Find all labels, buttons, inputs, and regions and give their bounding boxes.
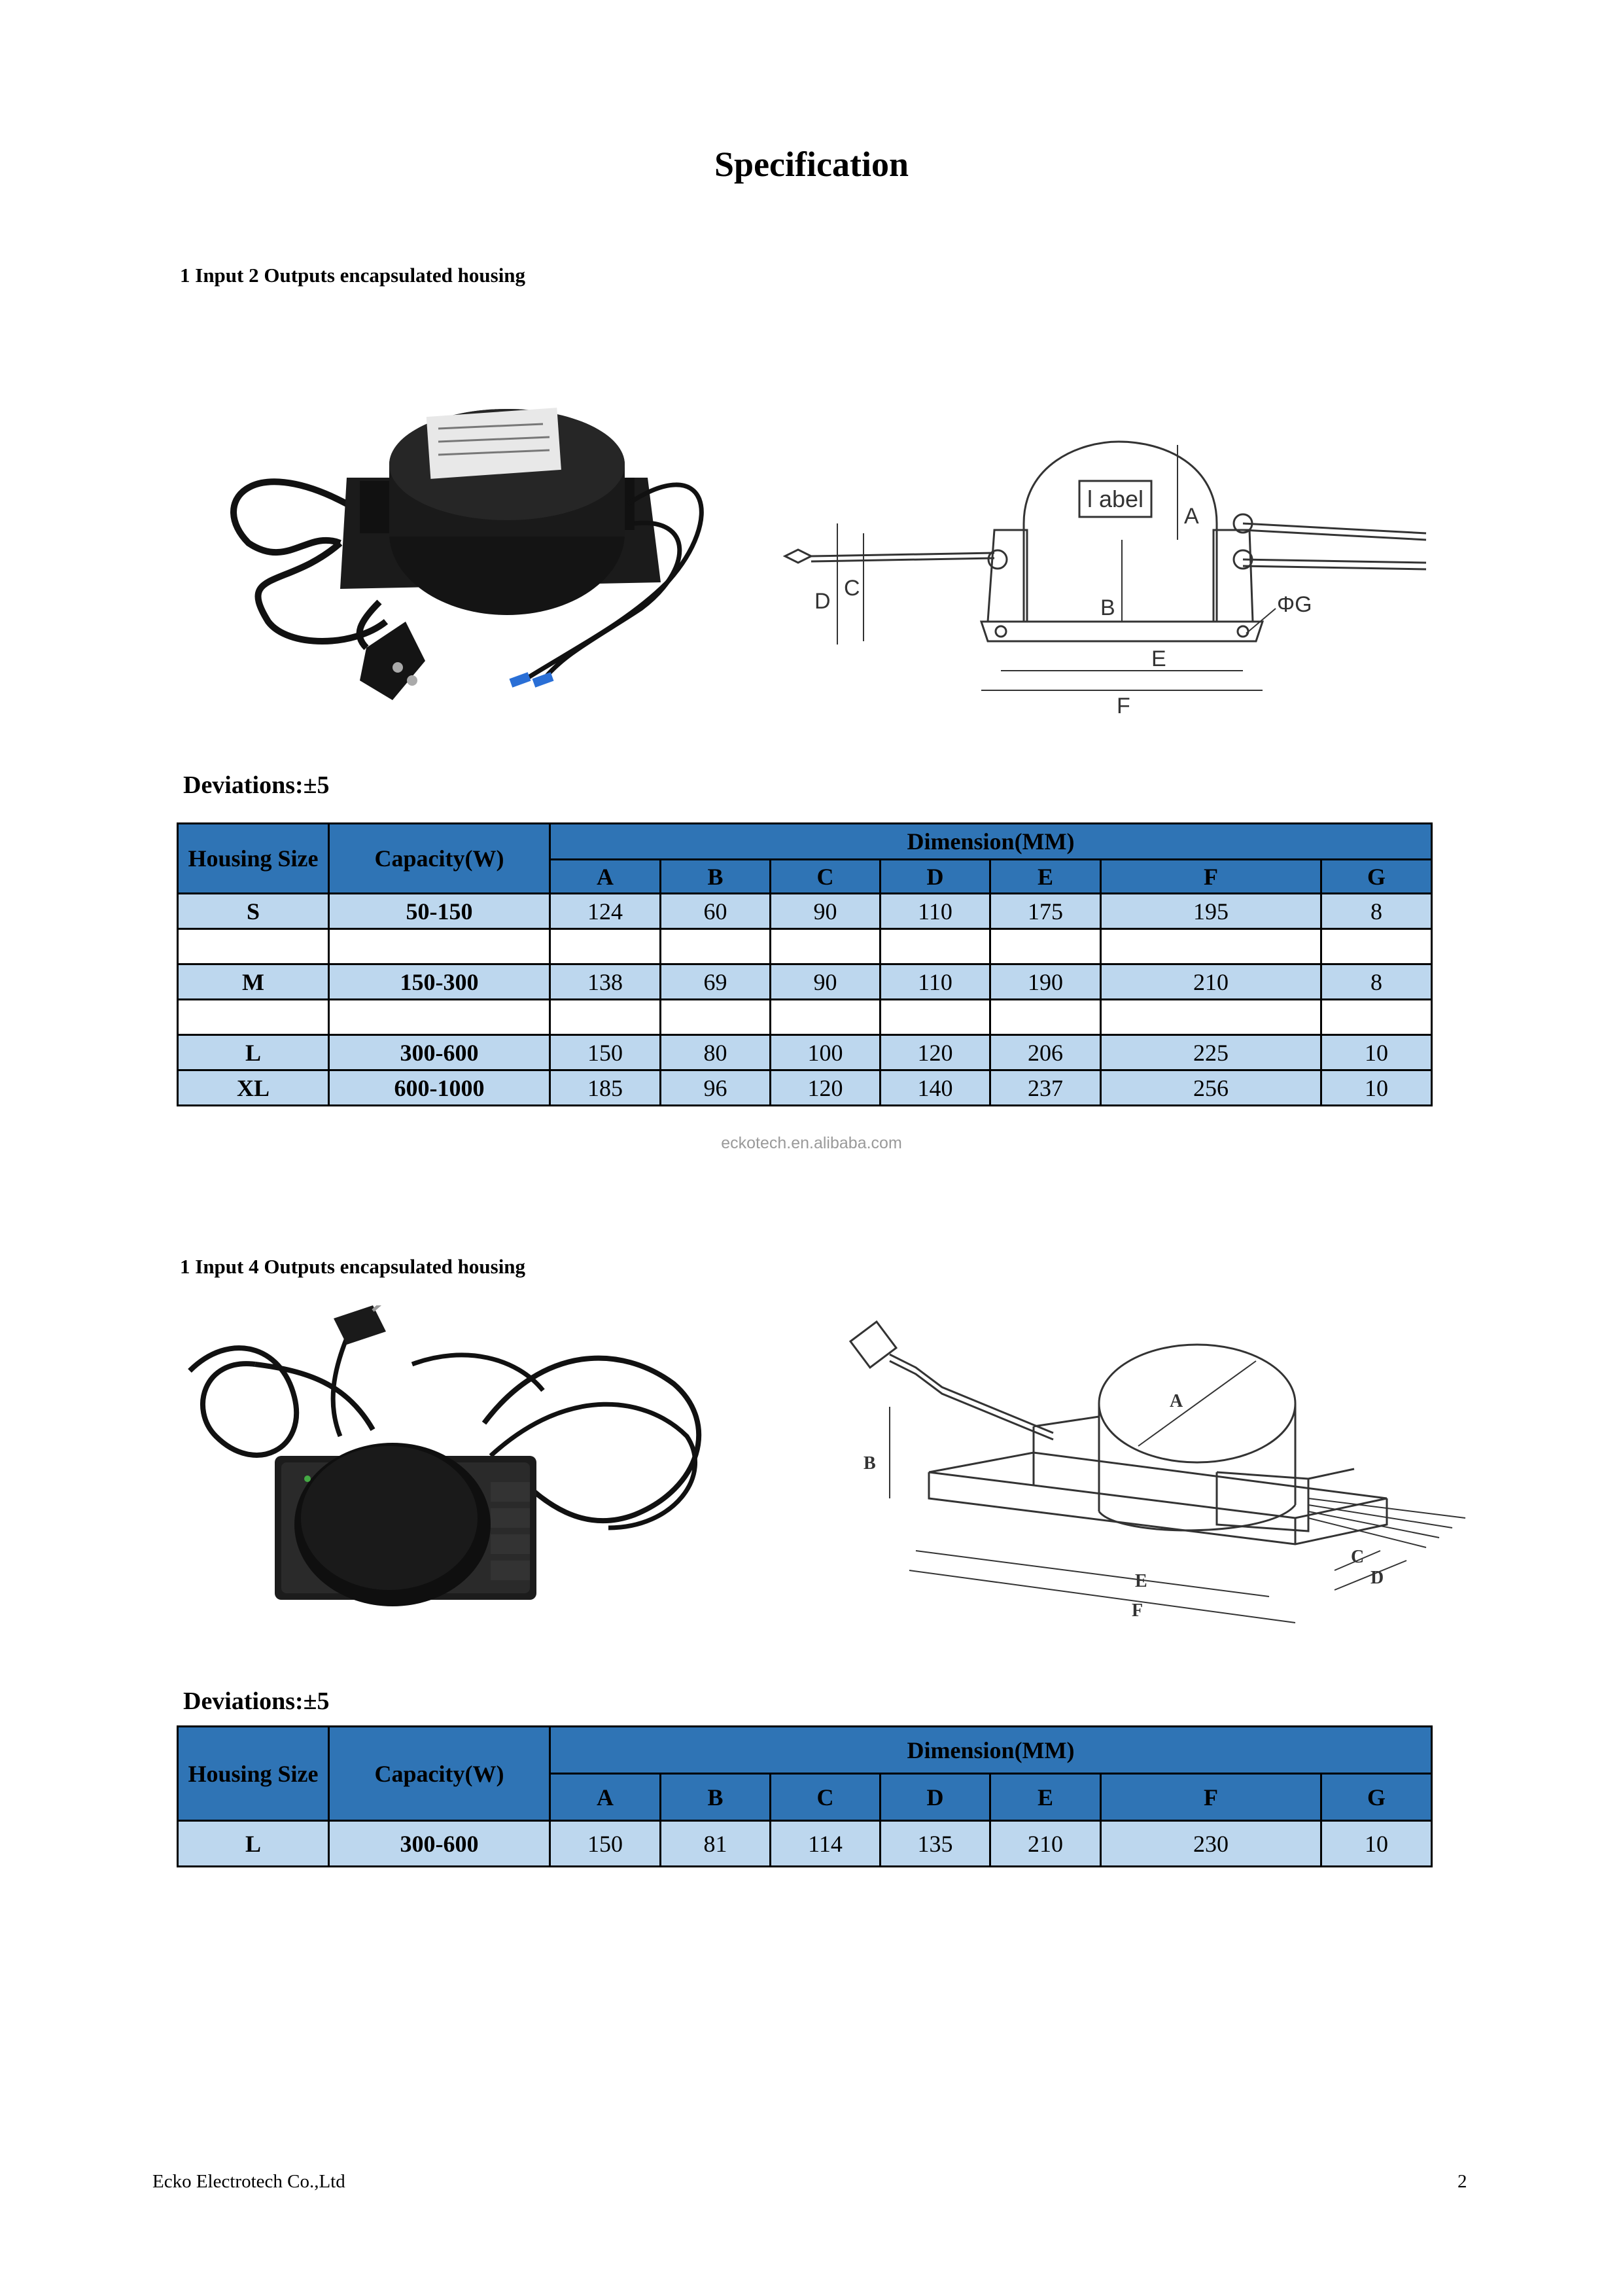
cell-value: 230	[1101, 1821, 1321, 1867]
header-dim: A	[550, 1774, 661, 1821]
watermark: eckotech.en.alibaba.com	[721, 1134, 902, 1152]
header-dim: B	[661, 1774, 771, 1821]
cell-value: 135	[881, 1821, 990, 1867]
footer-company: Ecko Electrotech Co.,Ltd	[152, 2171, 345, 2192]
section2-heading: 1 Input 4 Outputs encapsulated housing	[180, 1255, 526, 1278]
header-dim: E	[990, 860, 1101, 894]
header-dim: G	[1321, 860, 1432, 894]
cell-value: 195	[1101, 894, 1321, 929]
cell-value: 10	[1321, 1070, 1432, 1106]
cell-value: 256	[1101, 1070, 1321, 1106]
cell-size: L	[178, 1821, 329, 1867]
cell-value: 100	[771, 1035, 881, 1070]
header-dim: D	[881, 1774, 990, 1821]
diagram-dim-g: ΦG	[1277, 592, 1312, 617]
section2-deviation: Deviations:±5	[183, 1687, 330, 1715]
table-row-blank	[178, 1000, 1432, 1035]
cell-value: 8	[1321, 894, 1432, 929]
header-capacity: Capacity(W)	[329, 824, 550, 894]
diagram-dim-b: B	[1100, 595, 1115, 620]
cell-value: 206	[990, 1035, 1101, 1070]
spec-table-2-outputs	[177, 822, 1433, 1106]
diagram-dim-a: A	[1184, 504, 1199, 529]
transformer-photo-2-outputs	[209, 373, 720, 713]
dimension-diagram-4-outputs	[837, 1309, 1492, 1675]
page-title: Specification	[714, 145, 909, 184]
cell-value: 124	[550, 894, 661, 929]
header-dim: D	[881, 860, 990, 894]
cell-value: 60	[661, 894, 771, 929]
cell-value: 150	[550, 1035, 661, 1070]
diagram4-dim-c: C	[1351, 1547, 1365, 1567]
section1-deviation: Deviations:±5	[183, 771, 330, 799]
cell-value: 237	[990, 1070, 1101, 1106]
table-row	[178, 1070, 1432, 1106]
diagram4-dim-f: F	[1132, 1600, 1143, 1621]
cell-value: 80	[661, 1035, 771, 1070]
header-dim: F	[1101, 860, 1321, 894]
cell-value: 69	[661, 964, 771, 1000]
header-dim: C	[771, 1774, 881, 1821]
cell-capacity: 600-1000	[329, 1070, 550, 1106]
spec-table-4-outputs	[177, 1725, 1433, 1867]
cell-value: 210	[990, 1821, 1101, 1867]
cell-size: S	[178, 894, 329, 929]
cell-value: 120	[881, 1035, 990, 1070]
header-dim: B	[661, 860, 771, 894]
table-row	[178, 1035, 1432, 1070]
dimension-diagram-2-outputs	[772, 425, 1439, 713]
diagram-dim-f: F	[1117, 694, 1130, 713]
diagram-dim-d: D	[814, 589, 831, 614]
table-row	[178, 894, 1432, 929]
table-row	[178, 1821, 1432, 1867]
header-dim: F	[1101, 1774, 1321, 1821]
cell-value: 140	[881, 1070, 990, 1106]
cell-size: M	[178, 964, 329, 1000]
cell-capacity: 300-600	[329, 1035, 550, 1070]
transformer-photo-4-outputs	[177, 1305, 720, 1619]
table-row-blank	[178, 929, 1432, 964]
cell-value: 110	[881, 964, 990, 1000]
cell-capacity: 150-300	[329, 964, 550, 1000]
cell-value: 185	[550, 1070, 661, 1106]
diagram-dim-c: C	[844, 576, 860, 601]
cell-value: 190	[990, 964, 1101, 1000]
diagram4-dim-b: B	[864, 1453, 876, 1474]
cell-value: 90	[771, 894, 881, 929]
cell-value: 90	[771, 964, 881, 1000]
cell-value: 225	[1101, 1035, 1321, 1070]
header-housing-size: Housing Size	[178, 1727, 329, 1821]
header-dim: A	[550, 860, 661, 894]
cell-value: 150	[550, 1821, 661, 1867]
cell-capacity: 50-150	[329, 894, 550, 929]
cell-size: XL	[178, 1070, 329, 1106]
header-dimension: Dimension(MM)	[550, 824, 1432, 860]
header-dimension: Dimension(MM)	[550, 1727, 1432, 1774]
cell-value: 96	[661, 1070, 771, 1106]
cell-value: 114	[771, 1821, 881, 1867]
diagram4-dim-d: D	[1370, 1568, 1384, 1588]
cell-value: 81	[661, 1821, 771, 1867]
header-capacity: Capacity(W)	[329, 1727, 550, 1821]
cell-value: 120	[771, 1070, 881, 1106]
diagram4-dim-a: A	[1170, 1391, 1183, 1411]
page-number: 2	[1457, 2171, 1467, 2192]
header-dim: G	[1321, 1774, 1432, 1821]
header-dim: E	[990, 1774, 1101, 1821]
diagram-label-box: l abel	[1087, 486, 1144, 512]
cell-capacity: 300-600	[329, 1821, 550, 1867]
cell-value: 8	[1321, 964, 1432, 1000]
section1-heading: 1 Input 2 Outputs encapsulated housing	[180, 264, 526, 287]
cell-value: 10	[1321, 1035, 1432, 1070]
header-dim: C	[771, 860, 881, 894]
cell-value: 138	[550, 964, 661, 1000]
table-row	[178, 964, 1432, 1000]
cell-value: 110	[881, 894, 990, 929]
diagram4-dim-e: E	[1135, 1571, 1147, 1591]
cell-value: 210	[1101, 964, 1321, 1000]
header-housing-size: Housing Size	[178, 824, 329, 894]
diagram-dim-e: E	[1151, 646, 1166, 671]
cell-size: L	[178, 1035, 329, 1070]
cell-value: 10	[1321, 1821, 1432, 1867]
cell-value: 175	[990, 894, 1101, 929]
